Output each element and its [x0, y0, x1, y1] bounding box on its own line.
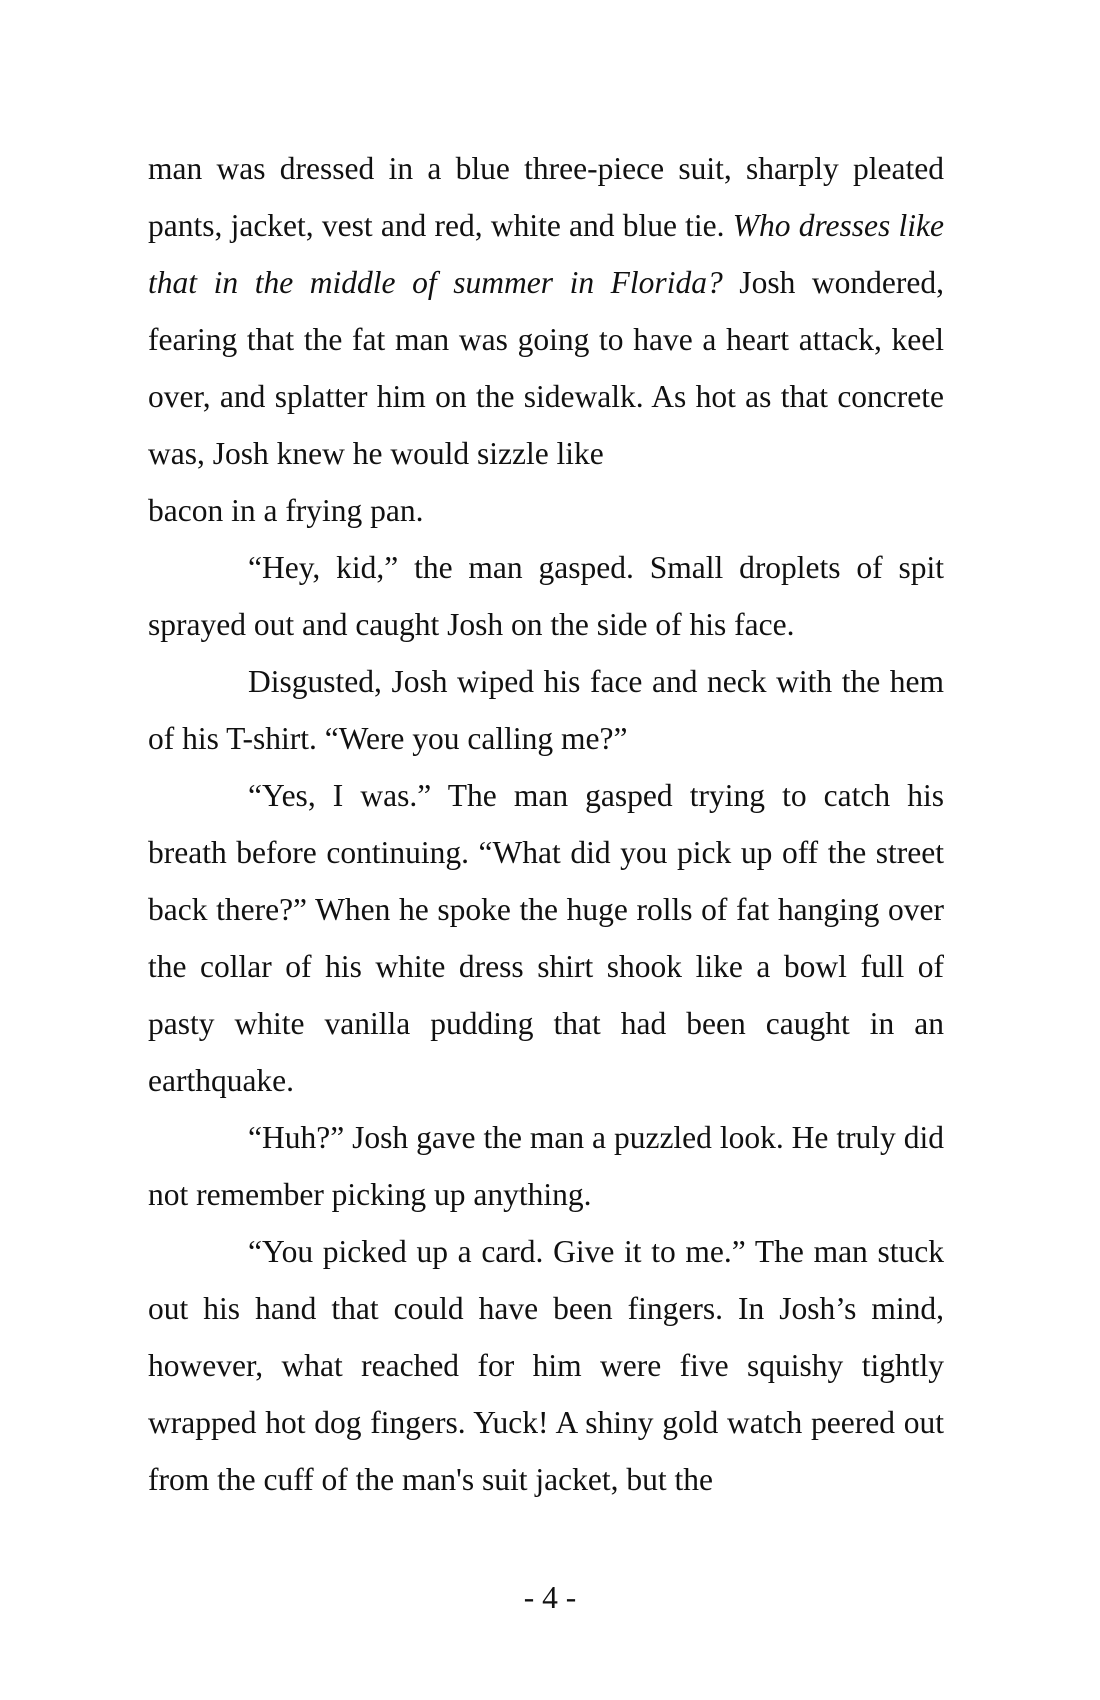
text-run: “Hey, kid,” the man gasped. Small droplets of spit sprayed out and caught Josh on the side of his face.	[148, 550, 944, 642]
paragraph	[148, 539, 944, 653]
text-run: “You picked up a card. Give it to me.” The man stuck out his hand that could have been fingers. In Josh’s mind, however, what reached for him were five squishy tightly wrapped hot dog fingers. Yuck! A shiny gold watch peered out from the cuff of the man's suit jacket, but the	[148, 1234, 944, 1497]
page-number: - 4 -	[523, 1580, 577, 1615]
italic-thought: Who dresses like that in the middle of summer in Florida?	[148, 208, 944, 300]
text-run: “Huh?” Josh gave the man a puzzled look. He truly did not remember picking up anything.	[148, 1120, 944, 1212]
text-run: bacon in a frying pan.	[148, 493, 424, 528]
text-run: “Yes, I was.” The man gasped trying to catch his breath before continuing. “What did you pick up off the street back there?” When he spoke the huge rolls of fat hanging over the collar of his white dress shirt shook like a bowl full of pasty white vanilla pudding that had been caught in an earthquake.	[148, 778, 944, 1098]
text-run: man was dressed in a blue three-piece suit, sharply pleated pants, jacket, vest and red, white and blue tie.	[148, 151, 944, 243]
body-text	[148, 140, 944, 1508]
paragraph	[148, 1109, 944, 1223]
paragraph	[148, 140, 944, 482]
paragraph	[148, 482, 944, 539]
paragraph	[148, 1223, 944, 1508]
paragraph	[148, 767, 944, 1109]
paragraph	[148, 653, 944, 767]
text-run: Josh wondered, fearing that the fat man was going to have a heart attack, keel over, and splatter him on the sidewalk. As hot as that concrete was, Josh knew he would sizzle like	[148, 265, 945, 471]
text-run: Disgusted, Josh wiped his face and neck with the hem of his T-shirt. “Were you calling me?”	[148, 664, 944, 756]
